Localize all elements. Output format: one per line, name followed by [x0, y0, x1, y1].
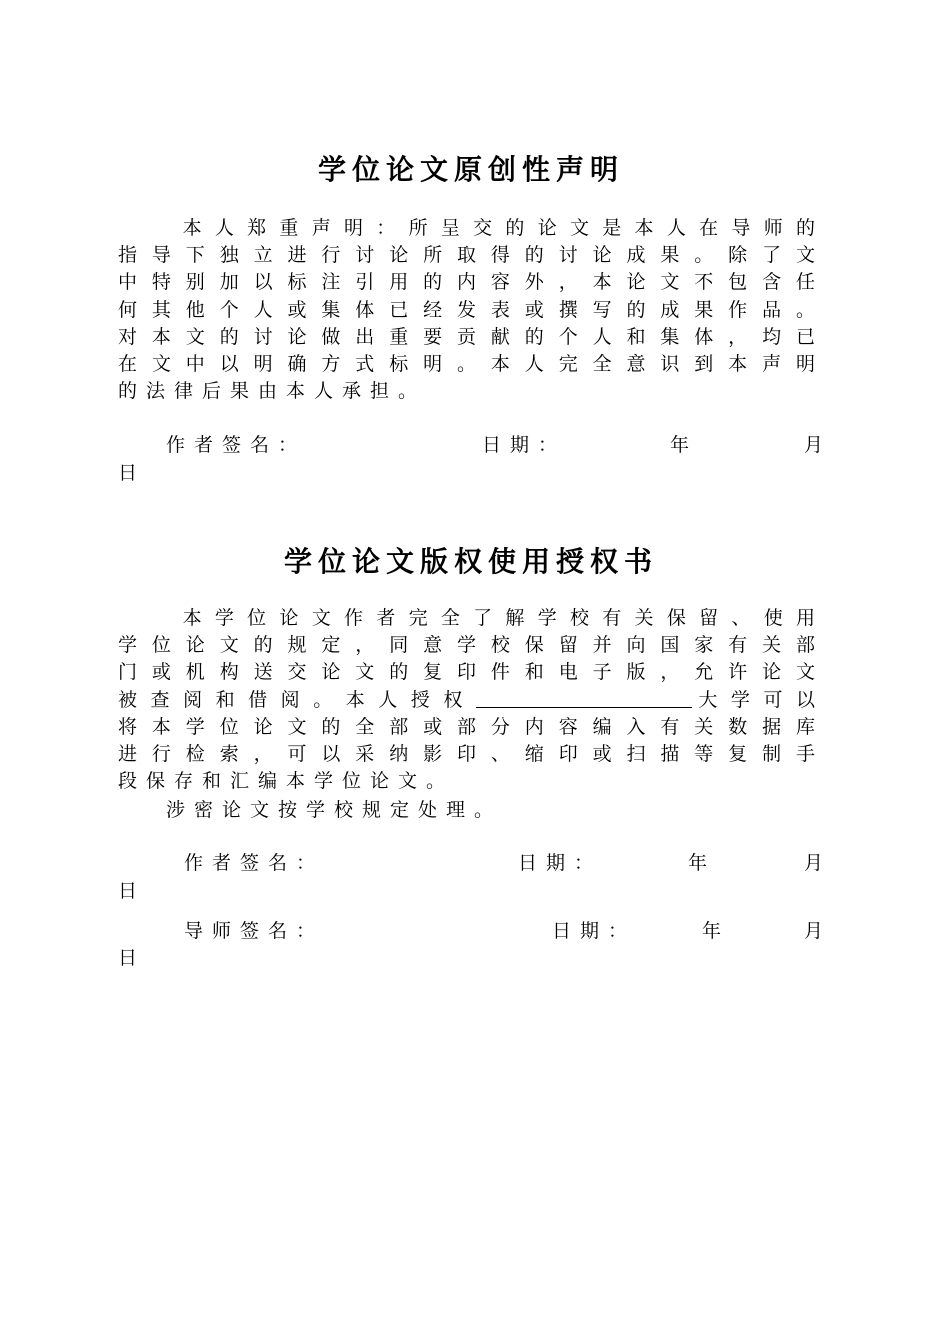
- month-label: 月: [804, 852, 833, 874]
- declaration-title: 学位论文原创性声明: [317, 153, 624, 186]
- declaration-body: [118, 215, 824, 405]
- authorization-body: [118, 605, 824, 795]
- date-label: 日期：: [518, 852, 603, 874]
- date-label: 日期：: [552, 920, 637, 942]
- advisor-sign-label: 导师签名：: [184, 920, 325, 942]
- year-label: 年: [688, 852, 717, 874]
- authorization-line-with-blank: [118, 687, 824, 714]
- day-label: 日: [118, 462, 138, 484]
- authorization-title: 学位论文版权使用授权书: [283, 545, 658, 578]
- date-label: 日期：: [482, 434, 567, 456]
- declaration-line: 在文中以明确方式标明。本人完全意识到本声明: [118, 353, 824, 376]
- month-label: 月: [804, 920, 833, 942]
- author-signature-row: [118, 850, 833, 877]
- authorization-line: 门或机构送交论文的复印件和电子版，允许论文: [118, 661, 824, 684]
- authorization-line: 学位论文的规定，同意学校保留并向国家有关部: [118, 634, 824, 657]
- declaration-line: 中特别加以标注引用的内容外，本论文不包含任: [118, 271, 824, 294]
- advisor-signature-row: [118, 918, 833, 945]
- authorization-line: 进行检索，可以采纳影印、缩印或扫描等复制手: [118, 743, 824, 766]
- declaration-line: 的法律后果由本人承担。: [118, 380, 427, 403]
- month-label: 月: [804, 434, 833, 456]
- declaration-signature-row: [118, 432, 833, 459]
- author-sign-label: 作者签名：: [166, 434, 307, 456]
- authorization-line: 将本学位论文的全部或部分内容编入有关数据库: [118, 715, 824, 738]
- author-sign-label: 作者签名：: [184, 852, 325, 874]
- authorization-line-head: 被查阅和借阅。本人授权: [118, 688, 476, 711]
- declaration-line: 对本文的讨论做出重要贡献的个人和集体，均已: [118, 325, 824, 348]
- authorization-line-tail: 大学可以: [693, 688, 824, 711]
- year-label: 年: [702, 920, 731, 942]
- day-label: 日: [118, 880, 138, 902]
- authorization-line: 段保存和汇编本学位论文。: [118, 770, 455, 793]
- secret-note: 涉密论文按学校规定处理。: [166, 799, 503, 821]
- declaration-line: 指导下独立进行讨论所取得的讨论成果。除了文: [118, 244, 824, 267]
- declaration-line: 本人郑重声明：所呈交的论文是本人在导师的: [118, 217, 824, 239]
- day-label: 日: [118, 947, 138, 969]
- university-name-blank[interactable]: [476, 687, 692, 708]
- declaration-line: 何其他个人或集体已经发表或撰写的成果作品。: [118, 298, 824, 321]
- authorization-line: 本学位论文作者完全了解学校有关保留、使用: [118, 607, 824, 629]
- year-label: 年: [670, 434, 699, 456]
